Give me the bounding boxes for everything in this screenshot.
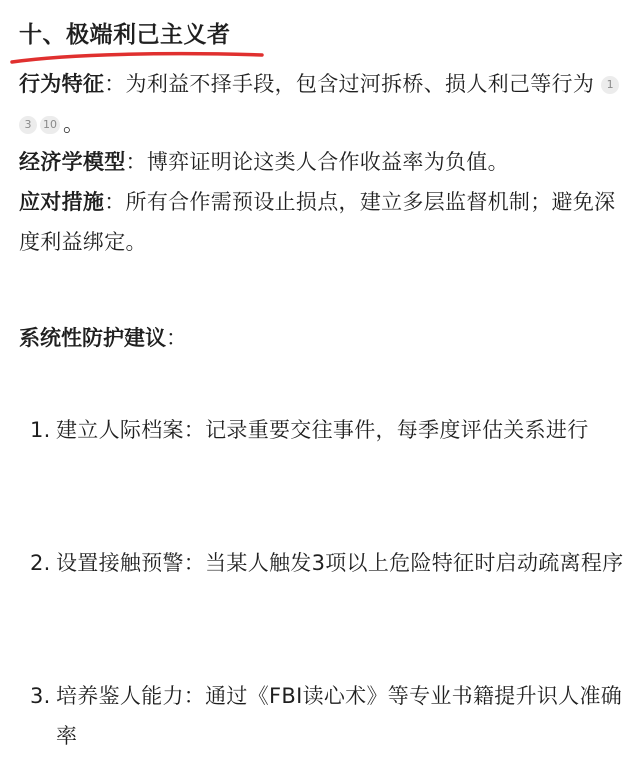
- list-item-number: 1.: [30, 418, 51, 442]
- economics-text: 博弈证明论这类人合作收益率为负值。: [146, 150, 509, 174]
- list-item: [30, 676, 630, 756]
- list-item: [30, 410, 630, 450]
- protection-section-title: [19, 318, 187, 358]
- behavior-text: 为利益不择手段，包含过河拆桥、损人利己等行为: [125, 72, 595, 96]
- behavior-label: 行为特征: [19, 72, 105, 96]
- behavior-colon: ：: [104, 72, 126, 96]
- section-title-text: 系统性防护建议: [19, 326, 166, 350]
- list-item-text: 培养鉴人能力：通过《FBI读心术》等专业书籍提升识人准确率: [56, 684, 623, 748]
- citation-badge[interactable]: 10: [40, 116, 60, 134]
- response-text: 所有合作需预设止损点，建立多层监督机制；避免深度利益绑定。: [19, 190, 616, 254]
- behavior-paragraph: [19, 64, 631, 144]
- behavior-end: 。: [63, 112, 85, 136]
- economics-label: 经济学模型: [19, 150, 126, 174]
- response-paragraph: [19, 182, 631, 262]
- list-item-number: 3.: [30, 684, 51, 708]
- list-item-number: 2.: [30, 551, 51, 575]
- list-item: [30, 543, 630, 583]
- citation-badge[interactable]: 1: [601, 76, 619, 94]
- section-heading: 十、极端利己主义者: [19, 22, 231, 48]
- economics-colon: ：: [125, 150, 147, 174]
- response-label: 应对措施: [19, 190, 105, 214]
- section-title-colon: ：: [166, 326, 187, 350]
- economics-paragraph: [19, 142, 631, 182]
- list-item-text: 设置接触预警：当某人触发3项以上危险特征时启动疏离程序: [56, 551, 624, 575]
- list-item-text: 建立人际档案：记录重要交往事件，每季度评估关系进行: [56, 418, 589, 442]
- response-colon: ：: [104, 190, 126, 214]
- citation-badge[interactable]: 3: [19, 116, 37, 134]
